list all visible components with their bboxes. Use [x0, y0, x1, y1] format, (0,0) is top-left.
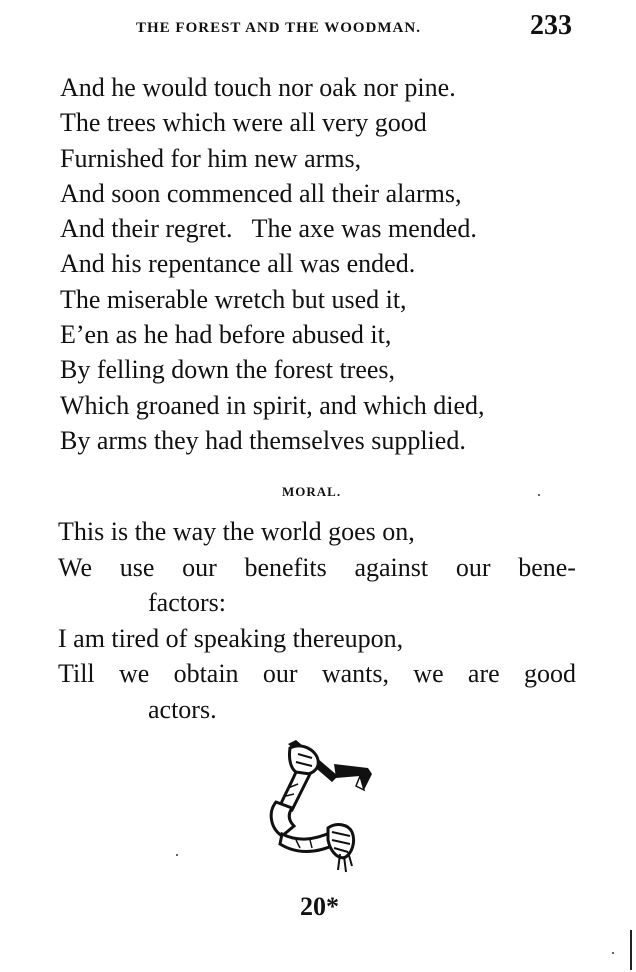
- verse-line: And soon commenced all their alarms,: [60, 178, 462, 208]
- verse-line: And he would touch nor oak nor pine.: [60, 73, 456, 102]
- moral-word: We: [58, 552, 92, 582]
- moral-word: against: [354, 552, 429, 582]
- arm-with-hammer-icon: [260, 736, 380, 876]
- verse-line: By arms they had themselves supplied.: [60, 425, 466, 455]
- verse-body: [60, 70, 600, 458]
- print-speck: [176, 854, 178, 856]
- verse-line: The trees which were all very good: [60, 108, 427, 138]
- moral-word: benefits: [244, 552, 327, 582]
- moral-line: [58, 514, 598, 550]
- moral-word: we: [413, 659, 444, 688]
- moral-word: use: [119, 552, 155, 582]
- print-speck: [612, 952, 614, 954]
- signature-mark: 20*: [300, 892, 339, 921]
- page-number: 233: [530, 10, 572, 41]
- moral-word: we: [118, 659, 150, 688]
- page-edge-mark: [630, 930, 632, 970]
- moral-line: [58, 585, 598, 621]
- verse-line: And their regret. The axe was mended.: [60, 214, 477, 244]
- moral-word: our: [262, 659, 298, 688]
- print-speck: [538, 494, 540, 496]
- moral-body: [58, 514, 598, 727]
- verse-line: E’en as he had before abused it,: [60, 320, 392, 350]
- moral-word: our: [182, 552, 217, 582]
- moral-heading: MORAL.: [282, 484, 342, 499]
- moral-word: I am tired of speaking thereupon,: [58, 623, 404, 653]
- moral-word: our: [455, 552, 491, 582]
- moral-word: This is the way the world goes on,: [58, 517, 415, 546]
- moral-line: [58, 692, 598, 728]
- verse-line: Furnished for him new arms,: [60, 143, 362, 173]
- running-head: THE FOREST AND THE WOODMAN.: [136, 20, 421, 36]
- moral-word: actors.: [148, 694, 217, 724]
- moral-word: are: [467, 659, 500, 688]
- verse-line: And his repentance all was ended.: [60, 249, 416, 279]
- moral-word: factors:: [148, 588, 226, 617]
- verse-line: By felling down the forest trees,: [60, 355, 396, 385]
- moral-line: [58, 550, 576, 586]
- moral-line: [58, 621, 598, 657]
- moral-word: wants,: [321, 659, 389, 688]
- verse-line: Which groaned in spirit, and which died,: [60, 390, 485, 420]
- moral-word: good: [523, 659, 576, 688]
- verse-line: The miserable wretch but used it,: [60, 284, 407, 314]
- moral-word: obtain: [173, 659, 239, 688]
- moral-line: [58, 656, 576, 692]
- moral-word: bene-: [518, 552, 576, 582]
- moral-word: Till: [58, 659, 95, 688]
